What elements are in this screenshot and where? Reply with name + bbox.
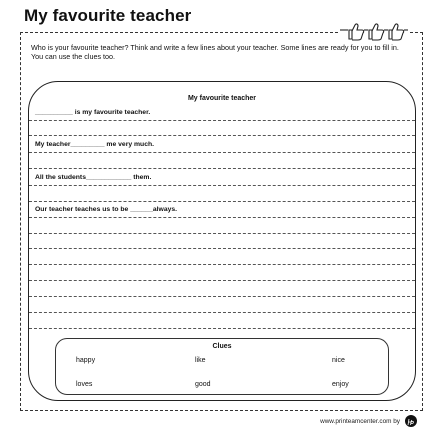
clue-word: loves — [76, 381, 93, 388]
hp-logo-icon — [405, 415, 417, 427]
prompt-line-3[interactable]: All the students____________ them. — [35, 174, 152, 181]
ruled-line — [29, 328, 415, 329]
ruled-line — [29, 185, 415, 186]
prompt-line-1[interactable]: __________ is my favourite teacher. — [35, 109, 151, 116]
ruled-line — [29, 233, 415, 234]
page-title: My favourite teacher — [24, 6, 192, 25]
clue-word: nice — [332, 357, 345, 364]
clue-word: happy — [76, 357, 96, 364]
clues-title: Clues — [212, 343, 232, 350]
card-title: My favourite teacher — [187, 95, 257, 102]
writing-card — [28, 81, 416, 401]
clue-word: enjoy — [332, 381, 349, 388]
ruled-line — [29, 264, 415, 265]
ruled-line — [29, 296, 415, 297]
thumbs-up-icon — [338, 18, 408, 42]
clues-box — [55, 338, 389, 395]
ruled-line — [29, 217, 415, 218]
ruled-line — [29, 201, 415, 202]
clue-word: good — [195, 381, 211, 388]
instructions-text: Who is your favourite teacher? Think and write a few lines about your teacher. Some lines are ready for you to fill in. You can use the clues too. — [31, 43, 399, 61]
clue-word: like — [195, 357, 206, 364]
ruled-line — [29, 120, 415, 121]
ruled-line — [29, 280, 415, 281]
ruled-line — [29, 248, 415, 249]
prompt-line-4[interactable]: Our teacher teaches us to be ______always. — [35, 206, 178, 213]
ruled-line — [29, 152, 415, 153]
prompt-line-2[interactable]: My teacher_________ me very much. — [35, 141, 155, 148]
footer-website[interactable]: www.printeamcenter.com by — [320, 418, 400, 425]
ruled-line — [29, 312, 415, 313]
ruled-line — [29, 135, 415, 136]
ruled-line — [29, 168, 415, 169]
